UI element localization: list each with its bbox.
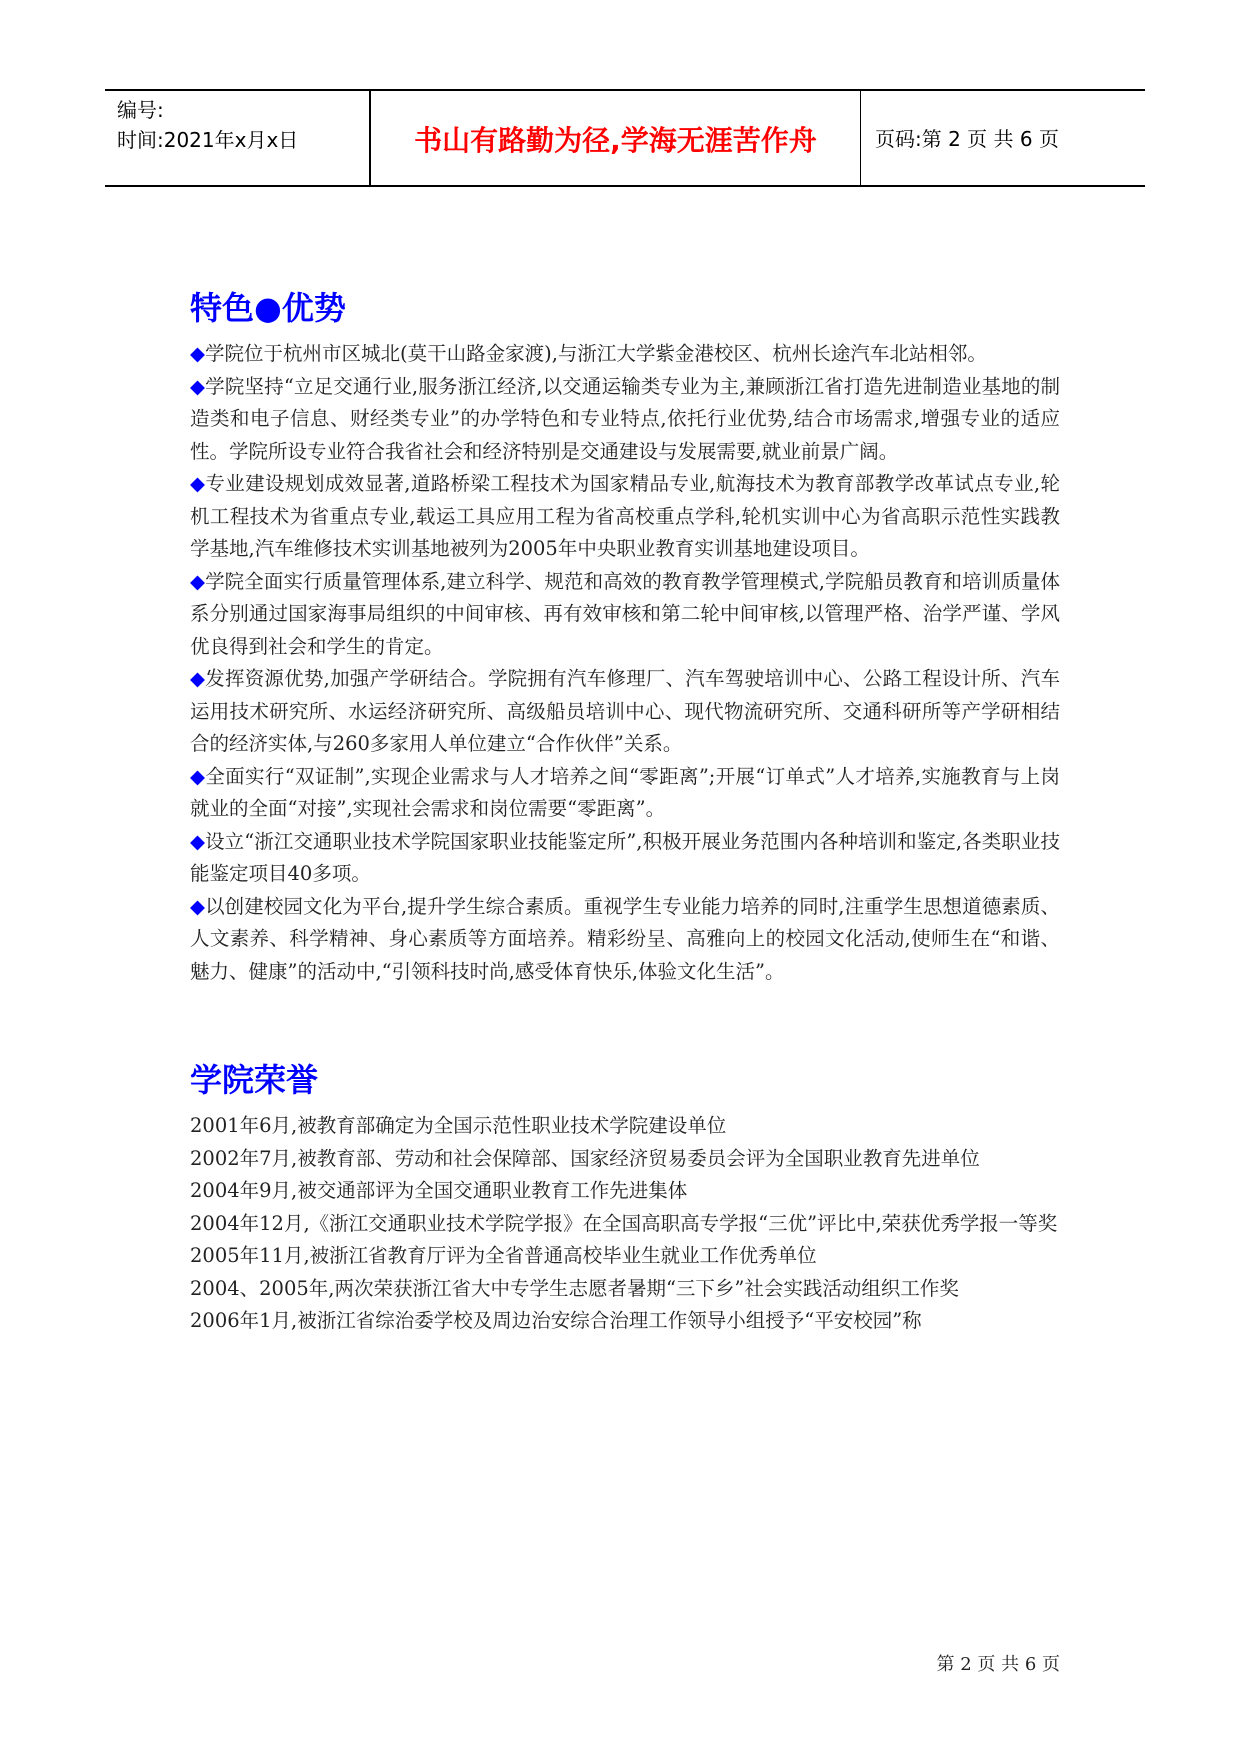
honor-item: 2004、2005年,两次荣获浙江省大中专学生志愿者暑期“三下乡”社会实践活动组织工作奖 — [190, 1276, 959, 1300]
feature-text: 发挥资源优势,加强产学研结合。学院拥有汽车修理厂、汽车驾驶培训中心、公路工程设计所、汽车运用技术研究所、水运经济研究所、高级船员培训中心、现代物流研究所、交通科研所等产学研相结合的经济实体,与260多家用人单位建立“合作伙伴”关系。 — [190, 667, 1060, 755]
page-footer: 第 2 页 共 6 页 — [936, 1654, 1060, 1675]
diamond-bullet-icon: ◆ — [190, 894, 206, 918]
feature-text: 学院全面实行质量管理体系,建立科学、规范和高效的教育教学管理模式,学院船员教育和培训质量体系分别通过国家海事局组织的中间审核、再有效审核和第二轮中间审核,以管理严格、治学严谨、学风优良得到社会和学生的肯定。 — [190, 569, 1060, 658]
feature-paragraph — [190, 338, 1060, 371]
document-time-label: 时间:2021年x月x日 — [117, 128, 299, 152]
feature-paragraph — [190, 761, 1060, 826]
feature-paragraph — [190, 826, 1060, 891]
diamond-bullet-icon: ◆ — [190, 342, 205, 365]
feature-text: 专业建设规划成效显著,道路桥梁工程技术为国家精品专业,航海技术为教育部教学改革试点专业,轮机工程技术为省重点专业,载运工具应用工程为省高校重点学科,轮机实训中心为省高职示范性实践教学基地,汽车维修技术实训基地被列为2005年中央职业教育实训基地建设项目。 — [190, 472, 1060, 560]
feature-paragraph — [190, 663, 1060, 761]
document-body — [190, 286, 1060, 1338]
document-number-label: 编号: — [117, 98, 164, 122]
feature-text: 以创建校园文化为平台,提升学生综合素质。重视学生专业能力培养的同时,注重学生思想道德素质、人文素养、科学精神、身心素质等方面培养。精彩纷呈、高雅向上的校园文化活动,使师生在“和谐、魅力、健康”的活动中,“引领科技时尚,感受体育快乐,体验文化生活”。 — [190, 894, 1060, 983]
feature-paragraph — [190, 566, 1060, 664]
honor-item: 2002年7月,被教育部、劳动和社会保障部、国家经济贸易委员会评为全国职业教育先进单位 — [190, 1146, 980, 1170]
features-list — [190, 338, 1060, 988]
diamond-bullet-icon: ◆ — [190, 569, 206, 593]
feature-text: 设立“浙江交通职业技术学院国家职业技能鉴定所”,积极开展业务范围内各种培训和鉴定,各类职业技能鉴定项目40多项。 — [190, 829, 1060, 885]
honor-item: 2005年11月,被浙江省教育厅评为全省普通高校毕业生就业工作优秀单位 — [190, 1244, 817, 1267]
feature-paragraph — [190, 891, 1060, 989]
honor-item: 2006年1月,被浙江省综治委学校及周边治安综合治理工作领导小组授予“平安校园”称 — [190, 1309, 922, 1332]
diamond-bullet-icon: ◆ — [190, 374, 206, 398]
header-page-number: 页码:第 2 页 共 6 页 — [875, 127, 1059, 151]
honors-list — [190, 1110, 1060, 1338]
honor-item: 2004年12月,《浙江交通职业技术学院学报》在全国高职高专学报“三优”评比中,荣获优秀学报一等奖 — [190, 1211, 1058, 1235]
diamond-bullet-icon: ◆ — [190, 829, 206, 853]
section-title-honors: 学院荣誉 — [190, 1061, 319, 1099]
header-divider — [860, 91, 861, 185]
feature-text: 学院位于杭州市区城北(莫干山路金家渡),与浙江大学紫金港校区、杭州长途汽车北站相邻。 — [205, 342, 987, 365]
header-meta — [117, 95, 298, 155]
diamond-bullet-icon: ◆ — [190, 472, 206, 495]
page-header — [105, 89, 1145, 187]
honor-item: 2001年6月,被教育部确定为全国示范性职业技术学院建设单位 — [190, 1114, 727, 1137]
section-title-features: 特色●优势 — [190, 289, 346, 327]
feature-text: 全面实行“双证制”,实现企业需求与人才培养之间“零距离”;开展“订单式”人才培养,实施教育与上岗就业的全面“对接”,实现社会需求和岗位需要“零距离”。 — [190, 764, 1060, 820]
feature-paragraph — [190, 468, 1060, 566]
feature-paragraph — [190, 371, 1060, 469]
honor-item: 2004年9月,被交通部评为全国交通职业教育工作先进集体 — [190, 1179, 688, 1202]
diamond-bullet-icon: ◆ — [190, 667, 206, 690]
feature-text: 学院坚持“立足交通行业,服务浙江经济,以交通运输类专业为主,兼顾浙江省打造先进制造业基地的制造类和电子信息、财经类专业”的办学特色和专业特点,依托行业优势,结合市场需求,增强专业的适应性。学院所设专业符合我省社会和经济特别是交通建设与发展需要,就业前景广阔。 — [190, 374, 1060, 463]
header-motto: 书山有路勤为径,学海无涯苦作舟 — [414, 124, 817, 157]
diamond-bullet-icon: ◆ — [190, 764, 206, 788]
